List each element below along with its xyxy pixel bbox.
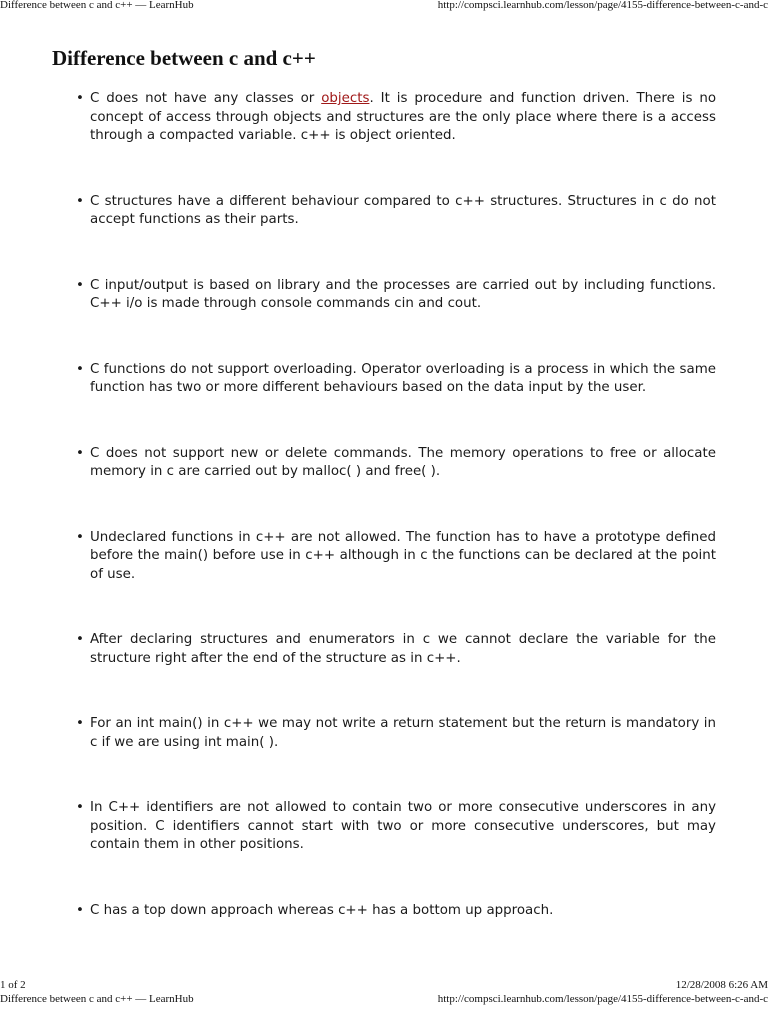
next-header-url: http://compsci.learnhub.com/lesson/page/4155-difference-between-c-and-c (437, 993, 768, 1005)
list-item (52, 445, 716, 482)
list-item (52, 631, 716, 668)
bullet-text-before-link: C does not have any classes or (90, 91, 322, 106)
print-footer (0, 978, 768, 992)
list-item (52, 529, 716, 585)
bullet-text: In C++ identifiers are not allowed to contain two or more consecutive underscores in any position. C identifiers cannot start with two or more consecutive underscores, but may contain them in other positions. (90, 800, 716, 852)
bullet-text: C has a top down approach whereas c++ has a bottom up approach. (90, 902, 554, 918)
bullet-text: Undeclared functions in c++ are not allowed. The function has to have a prototype defined before the main() before use in c++ although in c the functions can be declared at the point of use. (90, 529, 716, 582)
bullet-icon: • (76, 277, 84, 293)
bullet-text: C does not support new or delete commands. The memory operations to free or allocate memory in c are carried out by malloc( ) and free( ). (90, 445, 716, 479)
bullet-icon: • (76, 445, 84, 461)
list-item (52, 799, 716, 855)
bullet-icon: • (76, 91, 84, 106)
list-item (52, 90, 716, 146)
page-number: 1 of 2 (0, 979, 26, 991)
bullet-icon: • (76, 716, 84, 731)
bullet-text: C structures have a different behaviour compared to c++ structures. Structures in c do not accept functions as their parts. (90, 193, 716, 227)
bullet-text: For an int main() in c++ we may not write a return statement but the return is mandatory in c if we are using int main( ). (90, 716, 716, 750)
list-item (52, 361, 716, 398)
header-url: http://compsci.learnhub.com/lesson/page/4155-difference-between-c-and-c (437, 0, 768, 11)
print-header (0, 0, 768, 12)
bullet-list (52, 90, 716, 967)
bullet-text: C functions do not support overloading. Operator overloading is a process in which the same function has two or more different behaviours based on the data input by the user. (90, 361, 716, 395)
bullet-icon: • (76, 902, 84, 918)
bullet-text: After declaring structures and enumerators in c we cannot declare the variable for the structure right after the end of the structure as in c++. (90, 632, 716, 666)
bullet-icon: • (76, 632, 84, 647)
list-item (52, 193, 716, 230)
objects-link[interactable]: objects (321, 91, 370, 106)
next-page-header (0, 992, 768, 1006)
bullet-icon: • (76, 361, 84, 377)
list-item (52, 715, 716, 752)
list-item (52, 902, 716, 921)
bullet-icon: • (76, 529, 84, 545)
print-timestamp: 12/28/2008 6:26 AM (675, 979, 768, 991)
page-title: Difference between c and c++ (52, 46, 316, 70)
header-page-title: Difference between c and c++ — LearnHub (0, 0, 194, 11)
list-item (52, 277, 716, 314)
bullet-icon: • (76, 800, 84, 815)
next-header-page-title: Difference between c and c++ — LearnHub (0, 993, 194, 1005)
bullet-icon: • (76, 193, 84, 209)
bullet-text-after-link: . It is procedure and function driven. There is no concept of access through objects and structures are the only place where there is a access through a compacted variable. c++ is object oriented. (90, 91, 717, 143)
bullet-text: C input/output is based on library and the processes are carried out by including functions. C++ i/o is made through console commands cin and cout. (90, 277, 716, 311)
